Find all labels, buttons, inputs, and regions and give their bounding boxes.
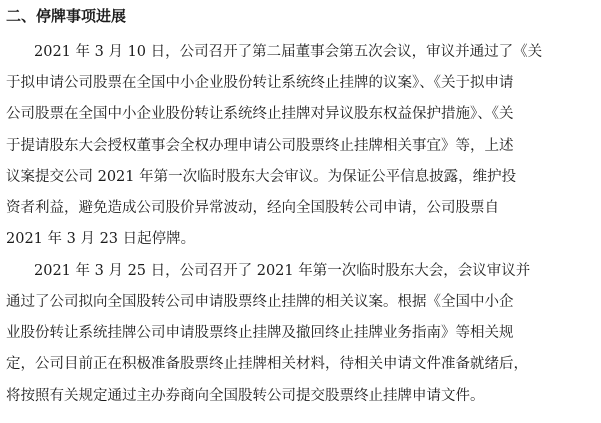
paragraph-line: 公司股票在全国中小企业股份转让系统终止挂牌对异议股东权益保护措施》、《关: [6, 106, 514, 122]
paragraph-line: 将按照有关规定通过主办券商向全国股转公司提交股票终止挂牌申请文件。: [6, 388, 485, 404]
paragraph-line: 2021 年 3 月 23 日起停牌。: [6, 231, 196, 247]
paragraph-line: 于提请股东大会授权董事会全权办理申请公司股票终止挂牌相关事宜》等，上述: [6, 138, 514, 154]
paragraph-line: 通过了公司拟向全国股转公司申请股票终止挂牌的相关议案。根据《全国中小企: [6, 294, 514, 310]
paragraph-line: 资者利益，避免造成公司股价异常波动，经向全国股转公司申请，公司股票自: [6, 200, 499, 216]
paragraph-line: 业股份转让系统挂牌公司申请股票终止挂牌及撤回终止挂牌业务指南》等相关规: [6, 325, 514, 341]
paragraph-line: 2021 年 3 月 25 日，公司召开了 2021 年第一次临时股东大会，会议审议并: [34, 263, 531, 279]
paragraph-line: 于拟申请公司股票在全国中小企业股份转让系统终止挂牌的议案》、《关于拟申请: [6, 75, 514, 91]
paragraph-line: 定，公司目前正在积极准备股票终止挂牌相关材料，待相关申请文件准备就绪后，: [6, 356, 528, 372]
paragraph-line: 议案提交公司 2021 年第一次临时股东大会审议。为保证公平信息披露，维护投: [6, 169, 517, 185]
paragraph-line: 2021 年 3 月 10 日，公司召开了第二届董事会第五次会议，审议并通过了《关: [34, 44, 543, 60]
section-heading: 二、停牌事项进展: [6, 7, 127, 25]
